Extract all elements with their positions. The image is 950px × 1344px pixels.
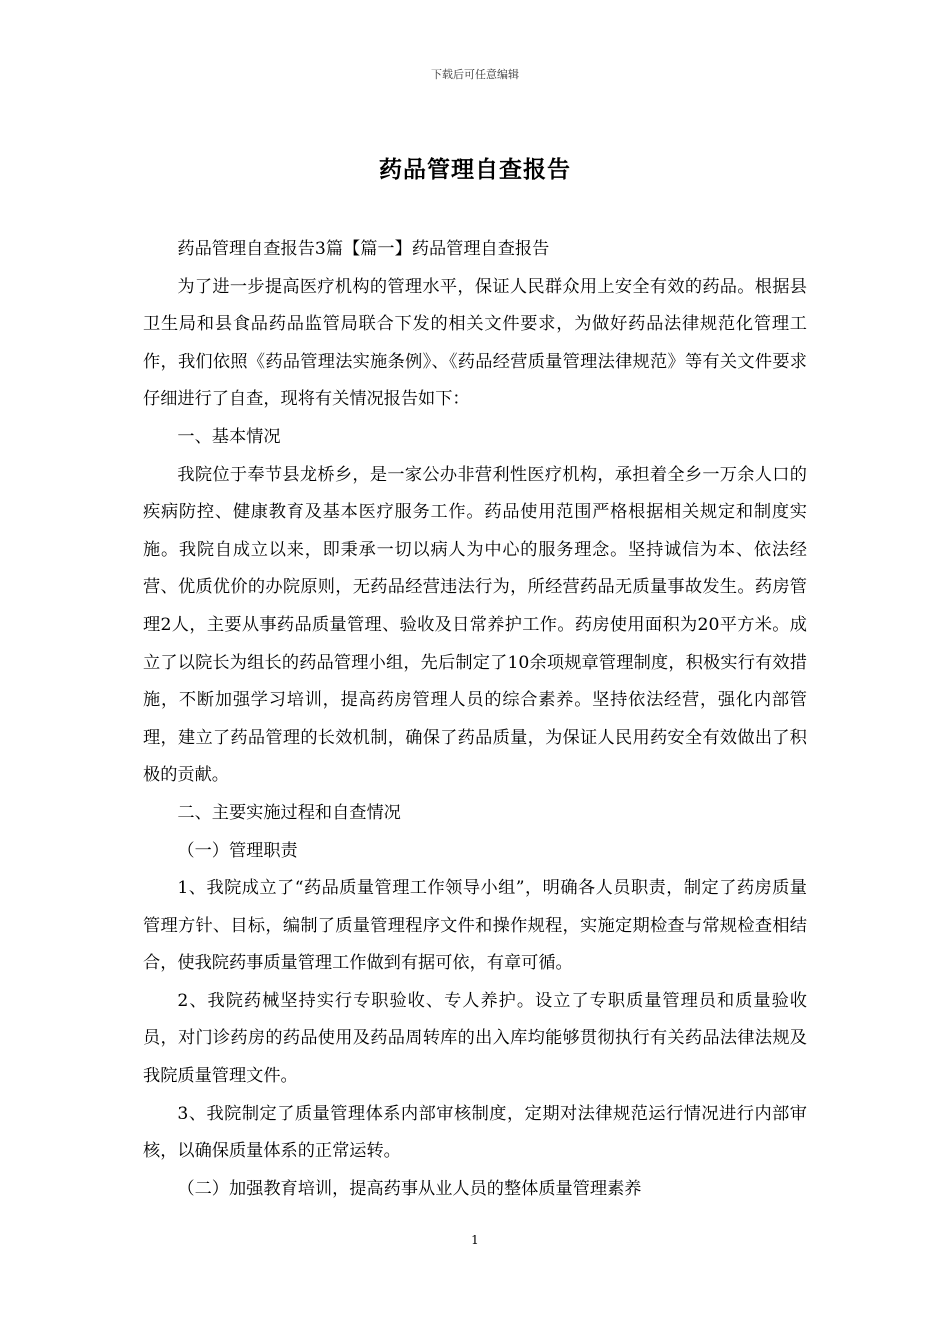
document-body xyxy=(143,231,807,1208)
section-heading: 一、基本情况 xyxy=(177,426,281,447)
document-title: 药品管理自查报告 xyxy=(379,157,571,183)
paragraph: 1、我院成立了“药品质量管理工作领导小组”，明确各人员职责，制定了药房质量管理方针、目标，编制了质量管理程序文件和操作规程，实施定期检查与常规检查相结合，使我院药事质量管理工作做到有据可依，有章可循。 xyxy=(143,878,807,974)
paragraph: 为了进一步提高医疗机构的管理水平，保证人民群众用上安全有效的药品。根据县卫生局和县食品药品监管局联合下发的相关文件要求，为做好药品法律规范化管理工作，我们依照《药品管理法实施条例》、《药品经营质量管理法律规范》等有关文件要求仔细进行了自查，现将有关情况报告如下： xyxy=(143,276,807,410)
paragraph: 药品管理自查报告3篇【篇一】药品管理自查报告 xyxy=(177,239,550,259)
section-heading: 二、主要实施过程和自查情况 xyxy=(177,802,401,823)
page-header: 下载后可任意编辑 xyxy=(431,68,519,81)
subsection-heading: （一）管理职责 xyxy=(177,840,298,861)
paragraph: 2、我院药械坚持实行专职验收、专人养护。设立了专职质量管理员和质量验收员，对门诊药房的药品使用及药品周转库的出入库均能够贯彻执行有关药品法律法规及我院质量管理文件。 xyxy=(143,990,807,1087)
subsection-heading: （二）加强教育培训，提高药事从业人员的整体质量管理素养 xyxy=(177,1178,642,1199)
page-number: 1 xyxy=(471,1233,479,1247)
paragraph: 我院位于奉节县龙桥乡，是一家公办非营利性医疗机构，承担着全乡一万余人口的疾病防控、健康教育及基本医疗服务工作。药品使用范围严格根据相关规定和制度实施。我院自成立以来，即秉承一切以病人为中心的服务理念。坚持诚信为本、依法经营、优质优价的办院原则，无药品经营违法行为，所经营药品无质量事故发生。药房管理2人，主要从事药品质量管理、验收及日常养护工作。药房使用面积为20平方米。成立了以院长为组长的药品管理小组，先后制定了10余项规章管理制度，积极实行有效措施，不断加强学习培训，提高药房管理人员的综合素养。坚持依法经营，强化内部管理，建立了药品管理的长效机制，确保了药品质量，为保证人民用药安全有效做出了积极的贡献。 xyxy=(143,464,807,786)
paragraph: 3、我院制定了质量管理体系内部审核制度，定期对法律规范运行情况进行内部审核，以确保质量体系的正常运转。 xyxy=(143,1103,807,1162)
